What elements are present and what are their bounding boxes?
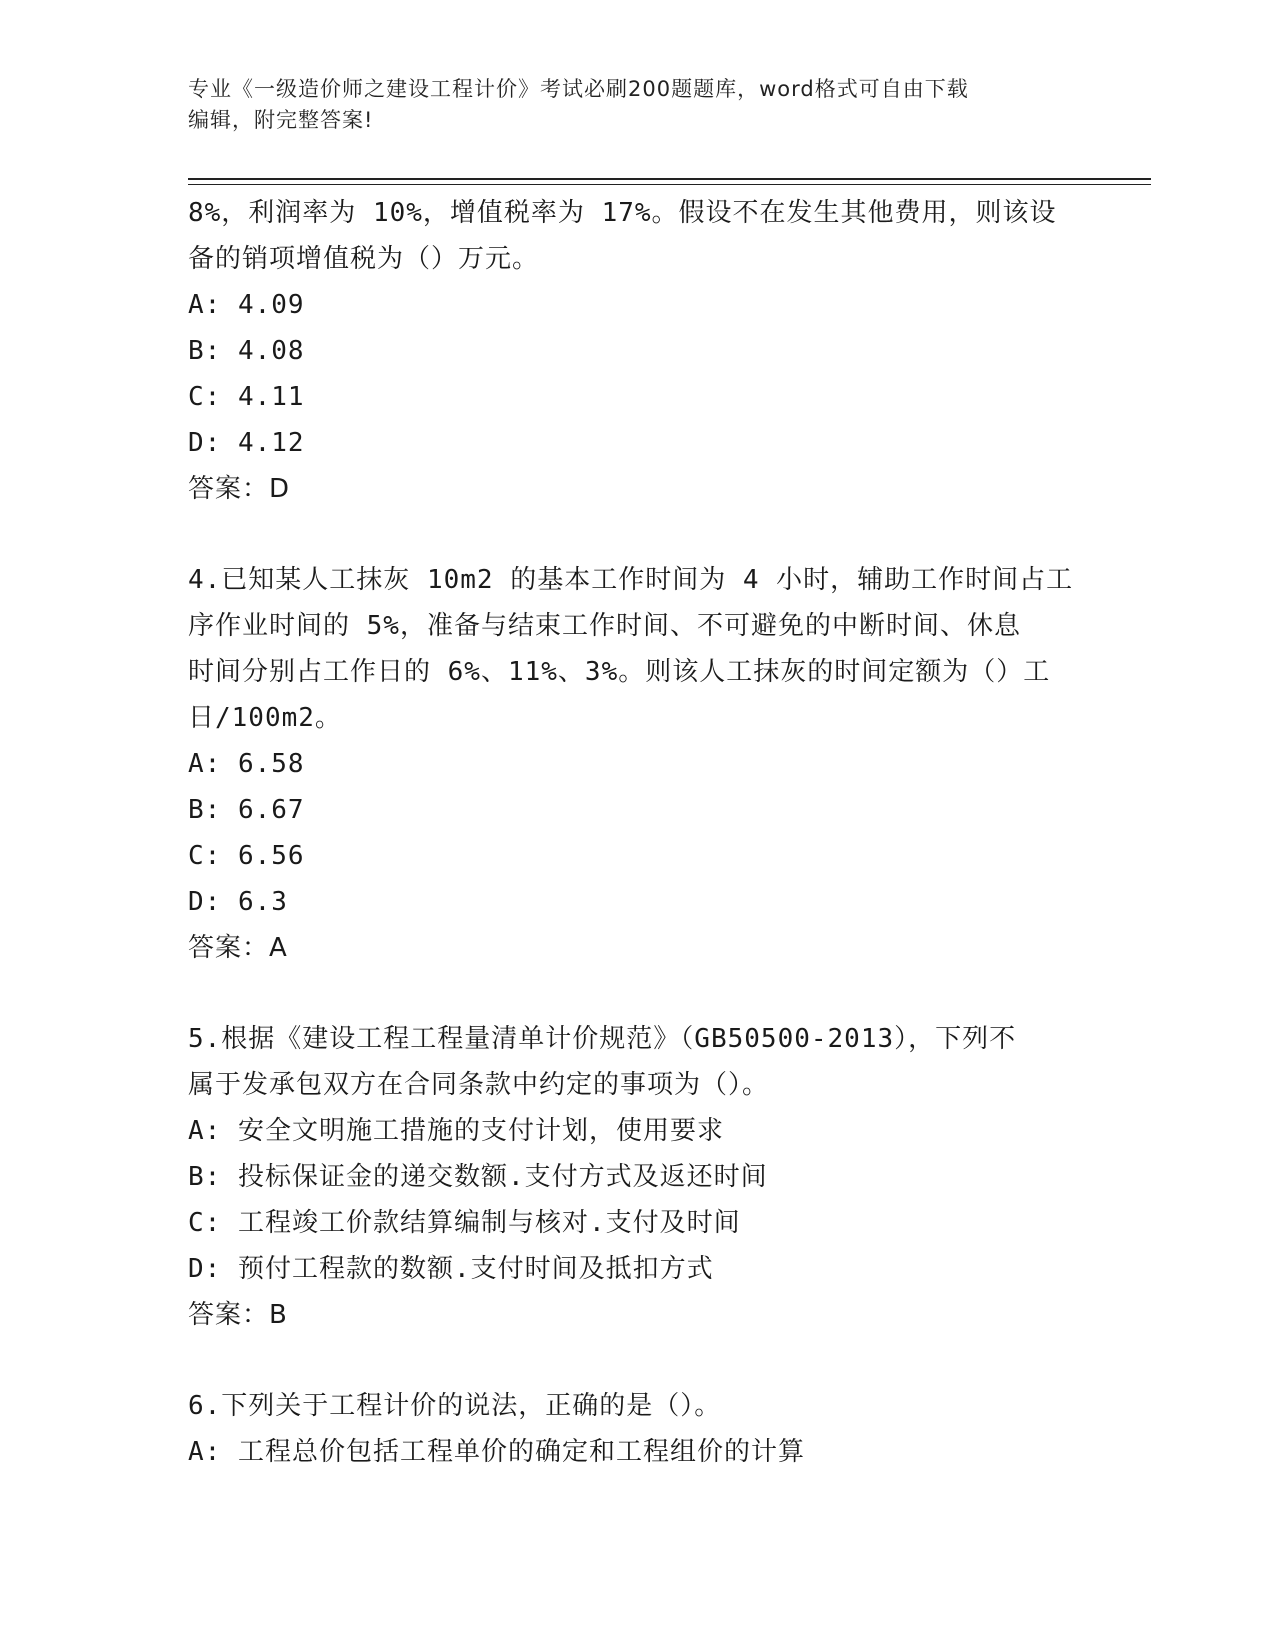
question-spacer [188, 1338, 1088, 1383]
question-stem-line: 8%，利润率为 10%，增值税率为 17%。假设不在发生其他费用，则该设 [188, 198, 1057, 228]
question-4 [188, 557, 1088, 971]
question-stem-line: 6.下列关于工程计价的说法，正确的是（）。 [188, 1391, 722, 1421]
answer-line: 答案：A [188, 933, 288, 963]
option-c: C: 6.56 [188, 841, 305, 871]
option-a: A: 6.58 [188, 749, 305, 779]
answer-line: 答案：D [188, 474, 291, 504]
question-stem-line: 时间分别占工作日的 6%、11%、3%。则该人工抹灰的时间定额为（）工 [188, 657, 1051, 687]
question-spacer [188, 971, 1088, 1016]
question-stem-line: 序作业时间的 5%，准备与结束工作时间、不可避免的中断时间、休息 [188, 611, 1021, 641]
option-a: A: 4.09 [188, 290, 305, 320]
question-list [188, 190, 1088, 1475]
option-d: D: 预付工程款的数额.支付时间及抵扣方式 [188, 1254, 714, 1284]
question-spacer [188, 512, 1088, 557]
question-stem-line: 4.已知某人工抹灰 10m2 的基本工作时间为 4 小时，辅助工作时间占工 [188, 565, 1074, 595]
option-b: B: 4.08 [188, 336, 305, 366]
option-d: D: 6.3 [188, 887, 288, 917]
header-divider-thin [188, 184, 1151, 185]
header-title-line-2: 编辑，附完整答案! [188, 108, 374, 132]
question-stem-line: 5.根据《建设工程工程量清单计价规范》（GB50500-2013），下列不 [188, 1024, 1017, 1054]
option-c: C: 工程竣工价款结算编制与核对.支付及时间 [188, 1208, 741, 1238]
option-b: B: 投标保证金的递交数额.支付方式及返还时间 [188, 1162, 768, 1192]
header-title-line-1: 专业《一级造价师之建设工程计价》考试必刷200题题库，word格式可自由下载 [188, 77, 969, 101]
option-d: D: 4.12 [188, 428, 305, 458]
question-stem-line: 日/100m2。 [188, 703, 342, 733]
header-divider-thick [188, 178, 1151, 180]
question-5 [188, 1016, 1088, 1338]
option-b: B: 6.67 [188, 795, 305, 825]
option-a: A: 工程总价包括工程单价的确定和工程组价的计算 [188, 1437, 805, 1467]
question-3 [188, 190, 1088, 512]
question-stem-line: 属于发承包双方在合同条款中约定的事项为（）。 [188, 1070, 770, 1100]
option-c: C: 4.11 [188, 382, 305, 412]
document-header [188, 74, 1088, 136]
question-stem-line: 备的销项增值税为（）万元。 [188, 244, 540, 274]
option-a: A: 安全文明施工措施的支付计划，使用要求 [188, 1116, 724, 1146]
answer-line: 答案：B [188, 1300, 288, 1330]
question-6 [188, 1383, 1088, 1475]
